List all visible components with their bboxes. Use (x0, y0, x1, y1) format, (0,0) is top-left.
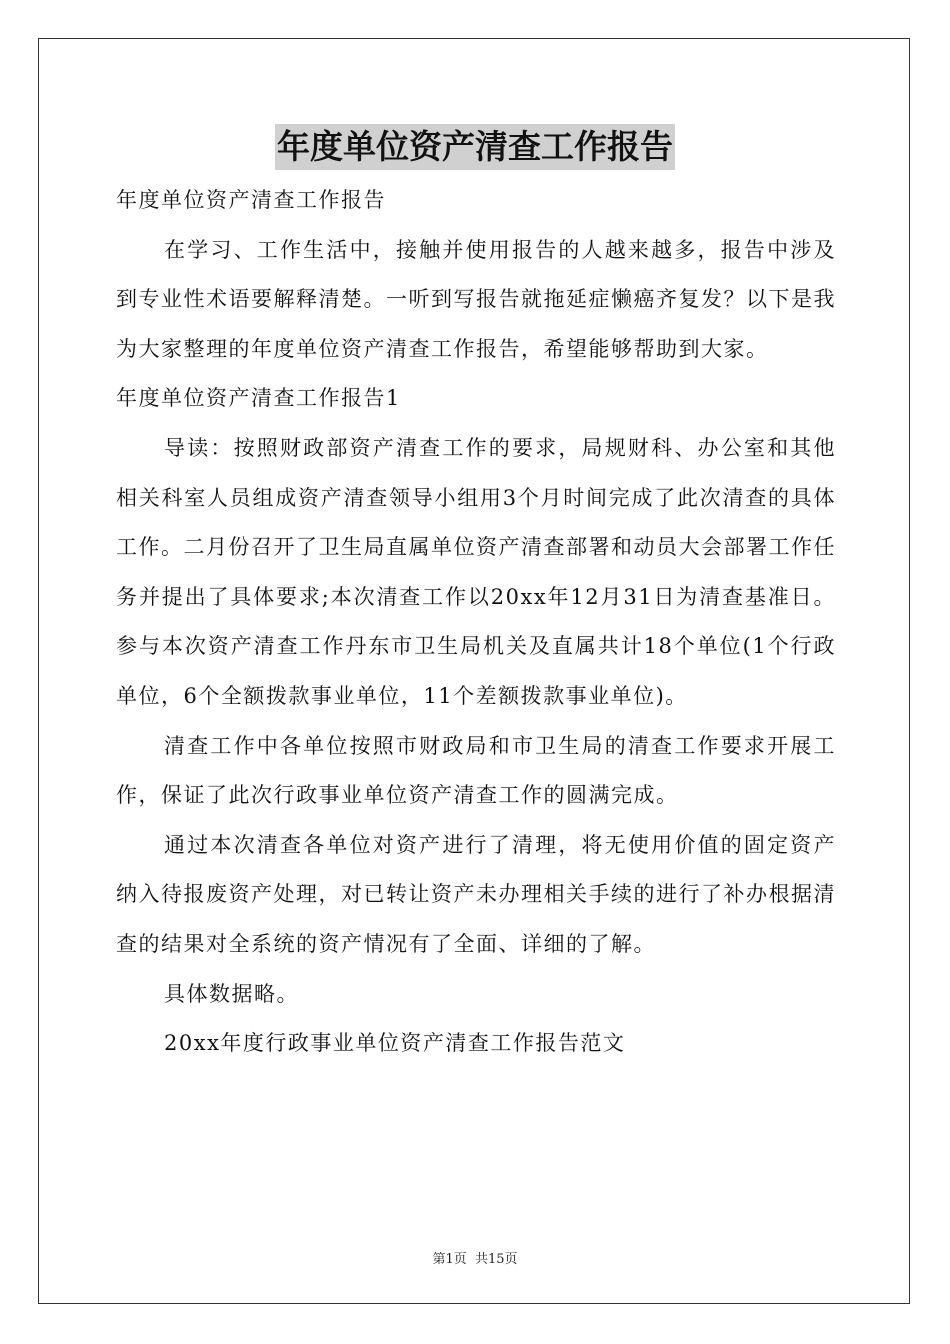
document-body (116, 176, 836, 1069)
page-total: 共15页 (474, 1252, 518, 1267)
body-paragraph: 清查工作中各单位按照市财政局和市卫生局的清查工作要求开展工作，保证了此次行政事业单位资产清查工作的圆满完成。 (116, 733, 836, 808)
section-heading: 年度单位资产清查工作报告1 (116, 386, 401, 411)
body-paragraph: 通过本次清查各单位对资产进行了清理，将无使用价值的固定资产纳入待报废资产处理，对已转让资产未办理相关手续的进行了补办根据清查的结果对全系统的资产情况有了全面、详细的了解。 (116, 832, 836, 956)
subtitle-line: 年度单位资产清查工作报告 (116, 188, 386, 212)
body-paragraph: 导读：按照财政部资产清查工作的要求，局规财科、办公室和其他相关科室人员组成资产清查领导小组用3个月时间完成了此次清查的具体工作。二月份召开了卫生局直属单位资产清查部署和动员大会部署工作任务并提出了具体要求;本次清查工作以20xx年12月31日为清查基准日。参与本次资产清查工作丹东市卫生局机关及直属共计18个单位(1个行政单位，6个全额拨款事业单位，11个差额拨款事业单位)。 (116, 435, 836, 708)
body-paragraph: 具体数据略。 (164, 981, 299, 1006)
title-container (0, 124, 950, 170)
page-number: 第1页 (432, 1252, 467, 1267)
intro-paragraph: 在学习、工作生活中，接触并使用报告的人越来越多，报告中涉及到专业性术语要解释清楚。一听到写报告就拖延症懒癌齐复发？以下是我为大家整理的年度单位资产清查工作报告，希望能够帮助到大家。 (116, 237, 836, 361)
body-paragraph: 20xx年度行政事业单位资产清查工作报告范文 (164, 1031, 626, 1056)
page-footer (0, 1248, 950, 1267)
document-title: 年度单位资产清查工作报告 (275, 124, 675, 170)
